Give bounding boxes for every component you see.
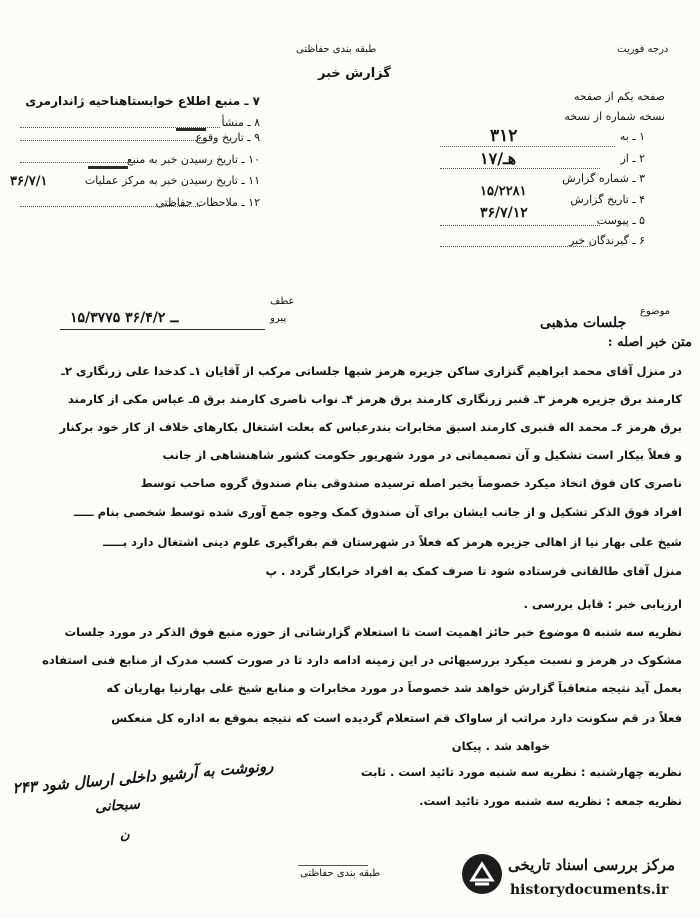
handwritten-initial: ن <box>120 828 130 843</box>
assessment-line-4: فعلاً در قم سکونت دارد مراتب از ساواک قم استعلام گردیده است که نتیجه بموقع به اداره کل منعکس <box>111 711 682 725</box>
page-of-pages: صفحه یکم از صفحه <box>573 90 665 103</box>
field-6-recipients: ۶ ـ گیرندگان خبر <box>569 234 645 247</box>
field-2-dots <box>440 168 600 169</box>
body-line-4: و فعلاً بیکار است تشکیل و آن تصمیماتی در مورد شهریور حکومت کشور شاهنشاهی از جانب <box>162 448 682 462</box>
follow-label-top: عطف <box>270 296 295 307</box>
body-line-6: افراد فوق الذکر تشکیل و از جانب ایشان برای آن صندوق کمک وجوه جمع آوری شده توسط شخصی بنام ـــــ <box>73 505 682 519</box>
field-3-value: ۱۵/۲۲۸۱ <box>480 184 527 199</box>
field-12-security-notes: ۱۲ ـ ملاحظات حفاظتی <box>155 196 260 209</box>
subject-label: موضوع <box>640 306 671 317</box>
classification-bottom: طبقه بندی حفاظتی <box>300 868 381 879</box>
handwritten-signature: سبحانی <box>94 796 141 816</box>
follow-label-bottom: پیرو <box>270 313 287 324</box>
body-line-7: شیخ علی بهار نیا از اهالی جزیره هرمز که فعلاً در شهرستان قم بفراگیری علوم دینی اشتغال دارد بـــــ <box>103 535 682 549</box>
field-9-date-occurrence: ۹ ـ تاریخ وقوع <box>195 131 260 144</box>
field-2-value: ۱۷/هـ <box>480 149 517 168</box>
classification-top: طبقه بندی حفاظتی <box>296 44 377 55</box>
field-11-date-received-center: ۱۱ ـ تاریخ رسیدن خبر به مرکز عملیات <box>84 174 260 187</box>
handwritten-note: رونوشت به آرشیو داخلی ارسال شود ۲۴۳ <box>11 756 275 798</box>
field-10-redaction <box>88 166 128 169</box>
field-10-date-received-source: ۱۰ ـ تاریخ رسیدن خبر به منبع <box>126 153 260 166</box>
brand-url: historydocuments.ir <box>510 882 669 898</box>
assessment-line-2: مشکوک در هرمز و نسبت میکرد بررسیهائی در این زمینه ادامه دارد تا در صورت کسب مدرک از منابع فنی استفاده <box>42 653 682 667</box>
field-1-to: ۱ ـ به <box>619 130 645 143</box>
body-line-3: برق هرمز ۶ـ محمد اله قنبری کارمند اسبق مخابرات بندرعباس که بعلت اشتغال بکارهای خلاف از کار خود برکنار <box>59 420 682 434</box>
footer-rule <box>298 865 368 866</box>
urgency-label: درجه فوریت <box>617 44 669 55</box>
field-5-dots <box>440 225 600 226</box>
assessment-line-7: نظریه جمعه : نظریه سه شنبه مورد تائید است. <box>419 794 682 808</box>
body-line-2: کارمند برق جزیره هرمز ۳ـ قنبر زرنگاری کارمند برق هرمز ۴ـ نواب ناصری کارمند برق ۵ـ عباس مکی از کارمند <box>67 392 682 406</box>
follow-underline <box>60 329 265 330</box>
field-6-dots <box>440 246 590 247</box>
field-1-dots <box>440 146 615 147</box>
field-3-report-number: ۳ ـ شماره گزارش <box>562 172 645 185</box>
field-11-value: ۳۶/۷/۱ <box>10 174 48 189</box>
body-line-9: ارزیابی خبر : قابل بررسی . <box>523 597 682 611</box>
assessment-line-1: نظریه سه شنبه ۵ موضوع خبر حائز اهمیت است تا استعلام گزارشاتی از حوزه منبع فوق الذکر در مورد جلسات <box>64 625 682 639</box>
follow-value: ۱۵/۳۷۷۵ ــ ۳۶/۴/۲ <box>70 310 179 326</box>
body-line-8: منزل آقای طالقانی فرستاده شود تا صرف کمک به افراد خرابکار گردد . پ <box>265 564 682 578</box>
subject-value: جلسات مذهبی <box>540 315 627 331</box>
body-heading: متن خبر اصله : <box>607 335 692 350</box>
field-4-value: ۳۶/۷/۱۲ <box>480 205 528 221</box>
report-title: گزارش خبر <box>318 66 391 81</box>
field-1-value: ۳۱۲ <box>490 126 518 146</box>
field-10-dots <box>20 162 130 163</box>
body-line-1: در منزل آقای محمد ابراهیم گنزاری ساکن جزیره هرمز شبها جلساتی مرکب از آقایان ۱ـ کدخدا علی زرنگاری ۲ـ <box>61 364 682 378</box>
field-8-origin: ۸ ـ منشأ <box>221 116 260 129</box>
brand-title: مرکز بررسی اسناد تاریخی <box>508 856 676 874</box>
field-9-dots <box>20 140 210 141</box>
copy-number: نسخه شماره از نسخه <box>564 110 665 123</box>
assessment-line-6: نظریه چهارشنبه : نظریه سه شنبه مورد تائید است . ثابت <box>360 765 682 779</box>
field-7-source: ۷ ـ منبع اطلاع خوابستاهناحیه ژاندارمری <box>25 94 260 108</box>
field-2-from: ۲ ـ از <box>620 152 645 165</box>
archive-logo-icon <box>462 854 502 894</box>
field-5-attachment: ۵ ـ پیوست <box>596 214 645 227</box>
assessment-line-5: خواهد شد . پیکان <box>451 739 550 753</box>
assessment-line-3: بعمل آید نتیجه متعاقباً گزارش خواهد شد خصوصاً در مورد مخابرات و منابع شیخ علی بهارنیا بهاریان که <box>106 681 682 695</box>
field-4-report-date: ۴ ـ تاریخ گزارش <box>570 193 645 206</box>
body-line-5: ناصری کان فوق اتخاذ میکرد خصوصاً بخبر اصله ترسیده صندوقی بنام صندوق گروه صاحب توسط <box>140 476 682 490</box>
